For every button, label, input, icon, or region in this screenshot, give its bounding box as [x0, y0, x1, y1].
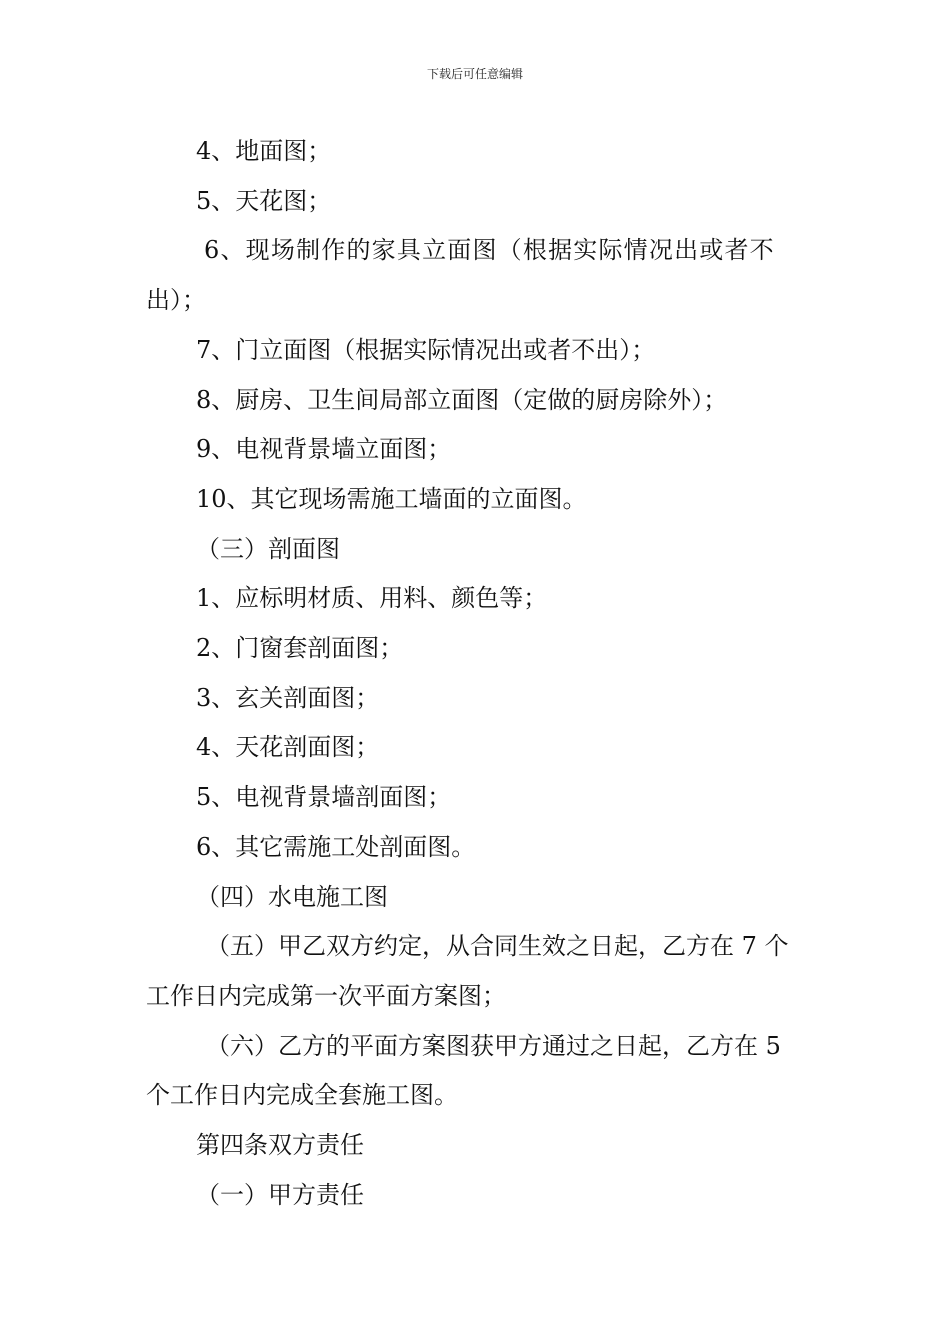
paragraph-line: 7、门立面图（根据实际情况出或者不出）；	[196, 335, 656, 364]
section-heading: （一）甲方责任	[196, 1180, 364, 1209]
article-heading: 第四条双方责任	[196, 1131, 364, 1160]
document-body	[146, 127, 814, 1220]
paragraph-line: 个工作日内完成全套施工图。	[146, 1081, 458, 1110]
paragraph-line: 9、电视背景墙立面图；	[196, 435, 452, 464]
paragraph-line: 6、其它需施工处剖面图。	[196, 832, 476, 861]
paragraph-line: 2、门窗套剖面图；	[196, 634, 404, 663]
paragraph-line: 3、玄关剖面图；	[196, 683, 380, 712]
section-heading: （三）剖面图	[196, 534, 340, 563]
paragraph-line: （六）乙方的平面方案图获甲方通过之日起，乙方在 5	[206, 1031, 781, 1060]
paragraph-line: 4、地面图；	[196, 137, 332, 165]
paragraph-line: 出）；	[146, 286, 206, 315]
paragraph-line: 1、应标明材质、用料、颜色等；	[196, 584, 548, 613]
paragraph-line: 8、厨房、卫生间局部立面图（定做的厨房除外）；	[196, 385, 728, 414]
paragraph-line: 5、电视背景墙剖面图；	[196, 783, 452, 812]
paragraph-line: 6、现场制作的家具立面图（根据实际情况出或者不	[204, 236, 775, 265]
paragraph-line: 5、天花图；	[196, 186, 332, 215]
paragraph-line: 工作日内完成第一次平面方案图；	[146, 981, 506, 1010]
page-header: 下载后可任意编辑	[426, 67, 523, 81]
paragraph-line: 4、天花剖面图；	[196, 733, 380, 762]
paragraph-line: （五）甲乙双方约定，从合同生效之日起，乙方在 7 个	[206, 932, 789, 961]
paragraph-line: 10、其它现场需施工墙面的立面图。	[196, 484, 587, 513]
section-heading: （四）水电施工图	[196, 882, 388, 911]
